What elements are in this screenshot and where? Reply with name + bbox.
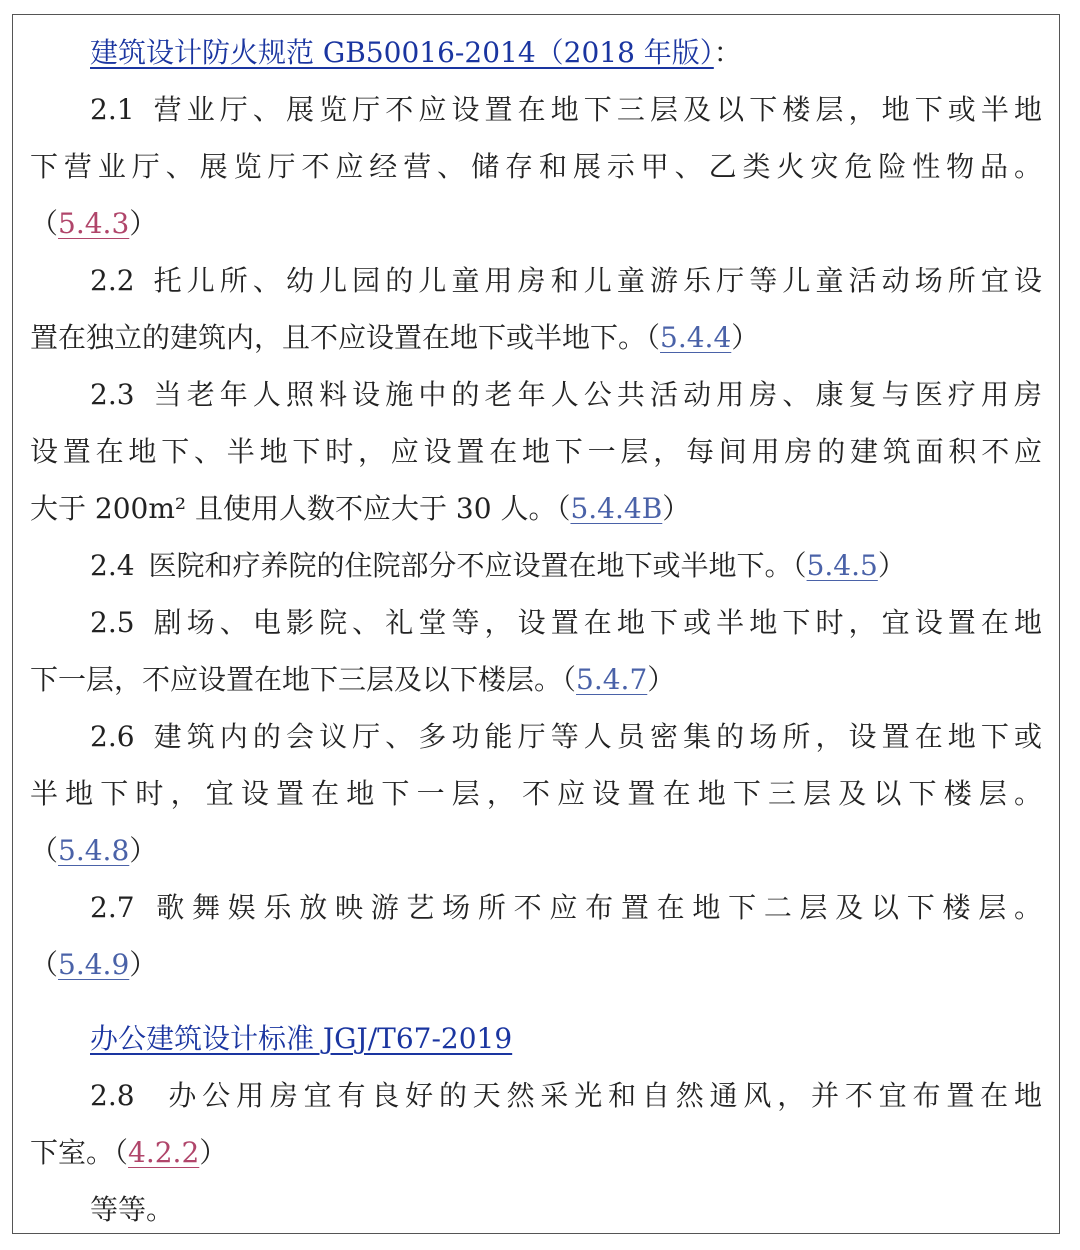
item-2-1-line2: 下营业厅、展览厅不应经营、储存和展示甲、乙类火灾危险性物品。 — [30, 150, 1042, 183]
item-number: 2.7 — [90, 891, 135, 924]
section1-title-colon: ： — [713, 36, 742, 69]
item-text: 营业厅、展览厅不应设置在地下三层及以下楼层，地下或半地 — [148, 93, 1042, 126]
paren-close: ） — [877, 549, 906, 582]
item-number: 2.8 — [90, 1079, 135, 1112]
item-text: 歌舞娱乐放映游艺场所不应布置在地下二层及以下楼层。 — [148, 891, 1042, 924]
item-2-3-line3 — [30, 489, 690, 529]
section1-title-link[interactable]: 建筑设计防火规范 GB50016-2014（2018 年版） — [90, 36, 714, 69]
item-text: 大于 200m² 且使用人数不应大于 30 人。 — [30, 492, 557, 525]
paren-open: （ — [30, 207, 59, 240]
item-2-7-ref-line — [30, 945, 157, 985]
item-number: 2.2 — [90, 264, 135, 297]
ref-link-5-4-4[interactable]: 5.4.4 — [660, 321, 732, 354]
item-2-8-line1 — [90, 1076, 1042, 1116]
item-2-3-line2: 设置在地下、半地下时，应设置在地下一层，每间用房的建筑面积不应 — [30, 435, 1042, 468]
section2-title-link[interactable]: 办公建筑设计标准 JGJ/T67-2019 — [90, 1022, 513, 1055]
ref-link-5-4-7[interactable]: 5.4.7 — [576, 663, 648, 696]
ref-link-5-4-8[interactable]: 5.4.8 — [58, 834, 130, 867]
item-2-7-line1 — [90, 888, 1042, 928]
item-text: 医院和疗养院的住院部分不应设置在地下或半地下。 — [148, 549, 793, 582]
item-text: 建筑内的会议厅、多功能厅等人员密集的场所，设置在地下或 — [148, 720, 1042, 753]
item-number: 2.3 — [90, 378, 135, 411]
item-text: 办公用房宜有良好的天然采光和自然通风，并不宜布置在地 — [162, 1079, 1042, 1112]
paren-open: （ — [792, 549, 807, 582]
paren-close: ） — [647, 663, 676, 696]
paren-open: （ — [556, 492, 571, 525]
item-text: 剧场、电影院、礼堂等，设置在地下或半地下时，宜设置在地 — [148, 606, 1042, 639]
ref-link-5-4-3[interactable]: 5.4.3 — [58, 207, 130, 240]
paren-close: ） — [129, 834, 158, 867]
item-2-1-line1 — [90, 90, 1042, 130]
item-text: 当老年人照料设施中的老年人公共活动用房、康复与医疗用房 — [148, 378, 1042, 411]
ref-link-4-2-2[interactable]: 4.2.2 — [128, 1136, 200, 1169]
item-2-6-line1 — [90, 717, 1042, 757]
item-text: 托儿所、幼儿园的儿童用房和儿童游乐厅等儿童活动场所宜设 — [148, 264, 1042, 297]
item-2-8-line2 — [30, 1133, 227, 1173]
paren-open: （ — [30, 834, 59, 867]
paren-open: （ — [646, 321, 661, 354]
paren-close: ） — [129, 948, 158, 981]
item-text: 置在独立的建筑内，且不应设置在地下或半地下。 — [30, 321, 647, 354]
paren-close: ） — [662, 492, 691, 525]
item-number: 2.4 — [90, 549, 135, 582]
item-2-5-line2 — [30, 660, 675, 700]
paren-open: （ — [30, 948, 59, 981]
closing-text: 等等。 — [90, 1193, 175, 1226]
item-2-3-line1 — [90, 375, 1042, 415]
item-number: 2.6 — [90, 720, 135, 753]
paren-open: （ — [114, 1136, 129, 1169]
section2-title-line — [90, 1019, 512, 1059]
ref-link-5-4-4b[interactable]: 5.4.4B — [570, 492, 663, 525]
item-2-1-ref-line — [30, 204, 157, 244]
item-2-5-line1 — [90, 603, 1042, 643]
paren-close: ） — [129, 207, 158, 240]
item-number: 2.1 — [90, 93, 135, 126]
item-2-6-line2: 半地下时，宜设置在地下一层，不应设置在地下三层及以下楼层。 — [30, 777, 1042, 810]
item-2-2-line2 — [30, 318, 759, 358]
item-2-2-line1 — [90, 261, 1042, 301]
item-2-4-line1 — [90, 546, 906, 586]
item-2-6-ref-line — [30, 831, 157, 871]
ref-link-5-4-9[interactable]: 5.4.9 — [58, 948, 130, 981]
paren-close: ） — [731, 321, 760, 354]
paren-close: ） — [199, 1136, 228, 1169]
ref-link-5-4-5[interactable]: 5.4.5 — [806, 549, 878, 582]
item-number: 2.5 — [90, 606, 135, 639]
section1-title-line — [90, 33, 742, 73]
item-text: 下一层，不应设置在地下三层及以下楼层。 — [30, 663, 563, 696]
item-text: 下室。 — [30, 1136, 115, 1169]
paren-open: （ — [562, 663, 577, 696]
